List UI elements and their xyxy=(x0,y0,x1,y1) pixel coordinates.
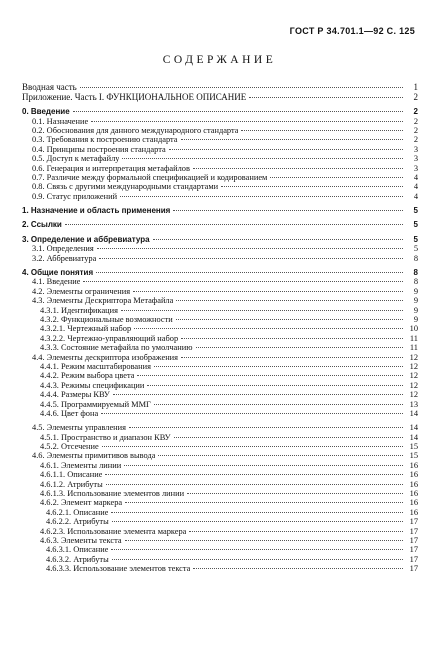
toc-entry-page: 8 xyxy=(413,277,418,287)
toc-entry-page: 2 xyxy=(413,125,418,135)
toc-entry-label: 0.8. Связь с другими международными стандартами xyxy=(32,182,219,192)
toc-entry-label: 4.6.3.3. Использование элементов текста xyxy=(46,564,191,574)
table-of-contents xyxy=(22,80,418,574)
toc-entry-page: 2 xyxy=(413,91,418,102)
toc-entry-page: 2 xyxy=(413,135,418,145)
toc-entry-page: 15 xyxy=(409,442,418,452)
toc-entry-label: 4.4.2. Режим выбора цвета xyxy=(40,371,135,381)
toc-entry-label: 3.1. Определения xyxy=(32,244,94,254)
running-header: ГОСТ Р 34.701.1—92 С. 125 xyxy=(289,26,415,36)
toc-entry-page: 12 xyxy=(409,371,418,381)
toc-entry-page: 8 xyxy=(413,268,418,278)
toc-entry-label: 4.4. Элементы дескриптора изображения xyxy=(32,352,179,362)
toc-entry-page: 14 xyxy=(409,423,418,433)
toc-entry-page: 16 xyxy=(409,460,418,470)
toc-entry-label: 4.6.2.1. Описание xyxy=(46,507,109,517)
dot-leader xyxy=(65,215,403,225)
toc-entry-label: 0.9. Статус приложений xyxy=(32,191,118,201)
toc-entry-page: 17 xyxy=(409,545,418,555)
toc-entry-label: 4.5.1. Пространство и диапазон КВУ xyxy=(40,432,171,442)
dot-leader xyxy=(193,559,403,569)
toc-entry-label: 4.6.1.3. Использование элементов линии xyxy=(40,489,185,499)
toc-entry-page: 9 xyxy=(413,286,418,296)
toc-entry-label: 4.6.2.2. Атрибуты xyxy=(46,517,109,527)
toc-entry xyxy=(22,203,418,216)
toc-entry-label: 0.7. Различие между формальной спецификацией и кодированием xyxy=(32,172,268,182)
toc-entry-page: 4 xyxy=(413,182,418,192)
toc-entry-label: Приложение. Часть I. ФУНКЦИОНАЛЬНОЕ ОПИСАНИЕ xyxy=(22,92,247,102)
toc-entry-label: 4.6.3.2. Атрибуты xyxy=(46,554,109,564)
toc-entry xyxy=(22,217,418,230)
toc-entry-page: 5 xyxy=(413,206,418,216)
toc-entry-label: Вводная часть xyxy=(22,83,77,93)
toc-entry-page: 5 xyxy=(413,220,418,230)
toc-entry-label: 4.4.5. Программируемый ММГ xyxy=(40,399,151,409)
toc-entry-label: 4.4.4. Размеры КВУ xyxy=(40,390,110,400)
toc-entry-label: 4.3. Элементы Дескриптора Метафайла xyxy=(32,296,174,306)
toc-entry-page: 3 xyxy=(413,163,418,173)
toc-entry-label: 4. Общие понятия xyxy=(22,268,94,278)
toc-entry-label: 4.3.1. Идентификация xyxy=(40,305,118,315)
toc-entry-page: 5 xyxy=(413,234,418,244)
toc-entry-label: 4.3.2. Функциональные возможности xyxy=(40,314,173,324)
toc-entry-label: 4.6.1. Элементы линии xyxy=(40,460,122,470)
toc-entry-label: 0.5. Доступ к метафайлу xyxy=(32,154,120,164)
toc-entry-page: 8 xyxy=(413,253,418,263)
dot-leader xyxy=(101,404,403,414)
dot-leader xyxy=(173,201,403,211)
toc-entry-page: 5 xyxy=(413,244,418,254)
toc-entry-label: 4.4.1. Режим масштабирования xyxy=(40,361,151,371)
toc-entry-page: 15 xyxy=(409,451,418,461)
toc-entry-label: 0.3. Требования к построению стандарта xyxy=(32,135,178,145)
dot-leader xyxy=(120,186,403,196)
toc-entry-label: 4.6.1.1. Описание xyxy=(40,470,103,480)
toc-entry-label: 4.1. Введение xyxy=(32,277,81,287)
toc-entry-page: 9 xyxy=(413,314,418,324)
toc-entry-label: 0. Введение xyxy=(22,107,70,117)
toc-entry-page: 10 xyxy=(409,324,418,334)
toc-entry-label: 3.2. Аббревиатура xyxy=(32,253,97,263)
toc-entry-label: 4.3.3. Состояние метафайла по умолчанию xyxy=(40,343,193,353)
toc-entry-page: 2 xyxy=(413,116,418,126)
toc-entry-page: 17 xyxy=(409,526,418,536)
toc-entry-page: 3 xyxy=(413,144,418,154)
toc-entry-page: 12 xyxy=(409,380,418,390)
dot-leader xyxy=(99,248,403,258)
toc-entry-page: 1 xyxy=(413,82,418,93)
toc-entry-label: 0.4. Принципы построения стандарта xyxy=(32,144,166,154)
toc-entry-label: 4.5.2. Отсечение xyxy=(40,442,99,452)
toc-entry-page: 11 xyxy=(409,333,418,343)
toc-entry-page: 17 xyxy=(409,564,418,574)
toc-entry-page: 12 xyxy=(409,352,418,362)
toc-entry-label: 0.1. Назначение xyxy=(32,116,89,126)
toc-entry-label: 0.2. Обоснования для данного международного стандарта xyxy=(32,125,239,135)
toc-entry-page: 9 xyxy=(413,305,418,315)
toc-entry-page: 17 xyxy=(409,554,418,564)
toc-entry-page: 12 xyxy=(409,361,418,371)
dot-leader xyxy=(249,87,403,97)
toc-entry-label: 4.5. Элементы управления xyxy=(32,423,126,433)
toc-entry-page: 16 xyxy=(409,507,418,517)
toc-entry-label: 4.6.3. Элементы текста xyxy=(40,535,122,545)
toc-entry-page: 12 xyxy=(409,390,418,400)
toc-entry-page: 4 xyxy=(413,172,418,182)
toc-entry-label: 4.6.1.2. Атрибуты xyxy=(40,479,103,489)
toc-entry-label: 4.6.2.3. Использование элемента маркера xyxy=(40,526,187,536)
toc-entry-label: 4.6.2. Элемент маркера xyxy=(40,498,123,508)
toc-entry-label: 2. Ссылки xyxy=(22,220,62,230)
toc-entry-page: 14 xyxy=(409,432,418,442)
toc-entry-page: 16 xyxy=(409,479,418,489)
toc-entry-page: 14 xyxy=(409,408,418,418)
toc-entry-label: 4.2. Элементы ограничения xyxy=(32,286,131,296)
toc-entry-page: 16 xyxy=(409,470,418,480)
toc-entry-page: 4 xyxy=(413,191,418,201)
page-title: СОДЕРЖАНИЕ xyxy=(162,54,277,66)
toc-entry-label: 4.3.2.1. Чертежный набор xyxy=(40,324,132,334)
toc-entry-page: 2 xyxy=(413,107,418,117)
toc-entry-page: 13 xyxy=(409,399,418,409)
toc-entry-label: 0.6. Генерация и интерпретация метафайлов xyxy=(32,163,190,173)
toc-entry-page: 9 xyxy=(413,296,418,306)
toc-entry-label: 4.4.6. Цвет фона xyxy=(40,408,99,418)
toc-entry-page: 11 xyxy=(409,343,418,353)
toc-entry-page: 17 xyxy=(409,535,418,545)
toc-entry-page: 3 xyxy=(413,154,418,164)
toc-entry-label: 4.6. Элементы примитивов вывода xyxy=(32,451,156,461)
toc-entry-page: 16 xyxy=(409,498,418,508)
toc-entry-label: 4.3.2.2. Чертежно-управляющий набор xyxy=(40,333,179,343)
toc-entry-label: 3. Определение и аббревиатура xyxy=(22,234,150,244)
toc-entry-page: 17 xyxy=(409,517,418,527)
toc-entry-label: 4.6.3.1. Описание xyxy=(46,545,109,555)
toc-entry xyxy=(22,89,418,102)
toc-entry-label: 1. Назначение и область применения xyxy=(22,206,171,216)
toc-entry-label: 4.4.3. Режимы спецификации xyxy=(40,380,145,390)
toc-entry-page: 16 xyxy=(409,489,418,499)
